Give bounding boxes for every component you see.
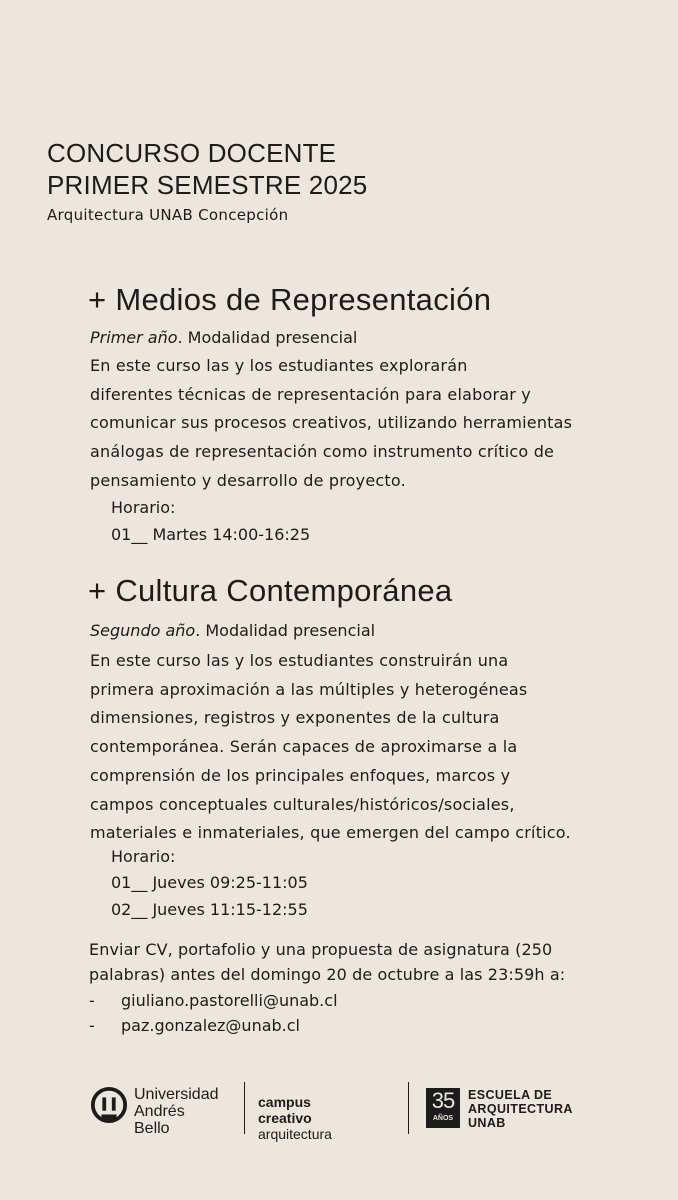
- course-meta-medios: [90, 326, 357, 350]
- description-line: En este curso las y los estudiantes construirán una: [90, 651, 509, 670]
- description-line: dimensiones, registros y exponentes de la cultura: [90, 708, 500, 728]
- page-title-line-2: PRIMER SEMESTRE 2025: [47, 170, 368, 200]
- description-line: pensamiento y desarrollo de proyecto.: [90, 470, 406, 490]
- description-line: análogas de representación como instrumento crítico de: [90, 442, 555, 462]
- footer-divider: [408, 1082, 409, 1134]
- course-meta-cultura: [90, 619, 375, 643]
- description-line: materiales e inmateriales, que emergen del campo crítico.: [90, 823, 571, 843]
- course-description-cultura: [90, 647, 600, 848]
- bullet-dash: -: [89, 1016, 95, 1035]
- email-item: [89, 1013, 300, 1038]
- schedule-label: Horario:: [111, 498, 176, 517]
- description-line: comunicar sus procesos creativos, utilizando herramientas: [90, 413, 573, 433]
- university-name-line: Universidad: [134, 1086, 219, 1103]
- schedule-slot: 02__ Jueves 11:15-12:55: [111, 900, 308, 919]
- school-name-line: ARQUITECTURA: [468, 1102, 573, 1116]
- course-year: Segundo año: [90, 621, 196, 640]
- description-line: contemporánea. Serán capaces de aproximarse a la: [90, 737, 518, 757]
- course-title-cultura: + Cultura Contemporánea: [88, 573, 453, 608]
- campus-name: campus creativo: [258, 1094, 312, 1126]
- footer-divider: [244, 1082, 245, 1134]
- university-name-line: Andrés Bello: [134, 1103, 185, 1137]
- course-modality: . Modalidad presencial: [177, 328, 358, 347]
- course-year: Primer año: [90, 328, 178, 347]
- campus-wordmark: [258, 1094, 332, 1142]
- anniversary-number: 35: [431, 1088, 455, 1113]
- page-title-line-1: CONCURSO DOCENTE: [47, 138, 337, 168]
- description-line: campos conceptuales culturales/históricos/sociales,: [90, 794, 515, 814]
- description-line: En este curso las y los estudiantes explorarán: [90, 356, 468, 375]
- course-title-medios: + Medios de Representación: [88, 282, 492, 317]
- schedule-slot: 01__ Jueves 09:25-11:05: [111, 873, 308, 892]
- campus-subname: arquitectura: [258, 1126, 332, 1142]
- schedule-label: Horario:: [111, 847, 176, 866]
- submission-line-2: palabras) antes del domingo 20 de octubre a las 23:59h a:: [89, 965, 566, 984]
- submission-line-1: Enviar CV, portafolio y una propuesta de asignatura (250: [89, 940, 553, 959]
- email-item: [89, 988, 338, 1013]
- school-wordmark: [468, 1088, 573, 1130]
- description-line: comprensión de los principales enfoques, marcos y: [90, 765, 511, 785]
- school-name-line: ESCUELA DE: [468, 1088, 553, 1102]
- anniversary-label: AÑOS: [432, 1115, 454, 1122]
- schedule-slot: 01__ Martes 14:00-16:25: [111, 525, 311, 544]
- email-link[interactable]: paz.gonzalez@unab.cl: [121, 1016, 300, 1035]
- school-name-line: UNAB: [468, 1116, 506, 1130]
- description-line: diferentes técnicas de representación para elaborar y: [90, 384, 531, 404]
- description-line: primera aproximación a las múltiples y heterogéneas: [90, 679, 528, 699]
- bullet-dash: -: [89, 991, 95, 1010]
- email-link[interactable]: giuliano.pastorelli@unab.cl: [121, 991, 338, 1010]
- page-subtitle: Arquitectura UNAB Concepción: [47, 206, 289, 224]
- course-description-medios: [90, 352, 600, 496]
- university-wordmark: [134, 1086, 218, 1137]
- anniversary-badge: [426, 1088, 460, 1128]
- university-seal-icon: [90, 1086, 128, 1124]
- course-modality: . Modalidad presencial: [195, 621, 376, 640]
